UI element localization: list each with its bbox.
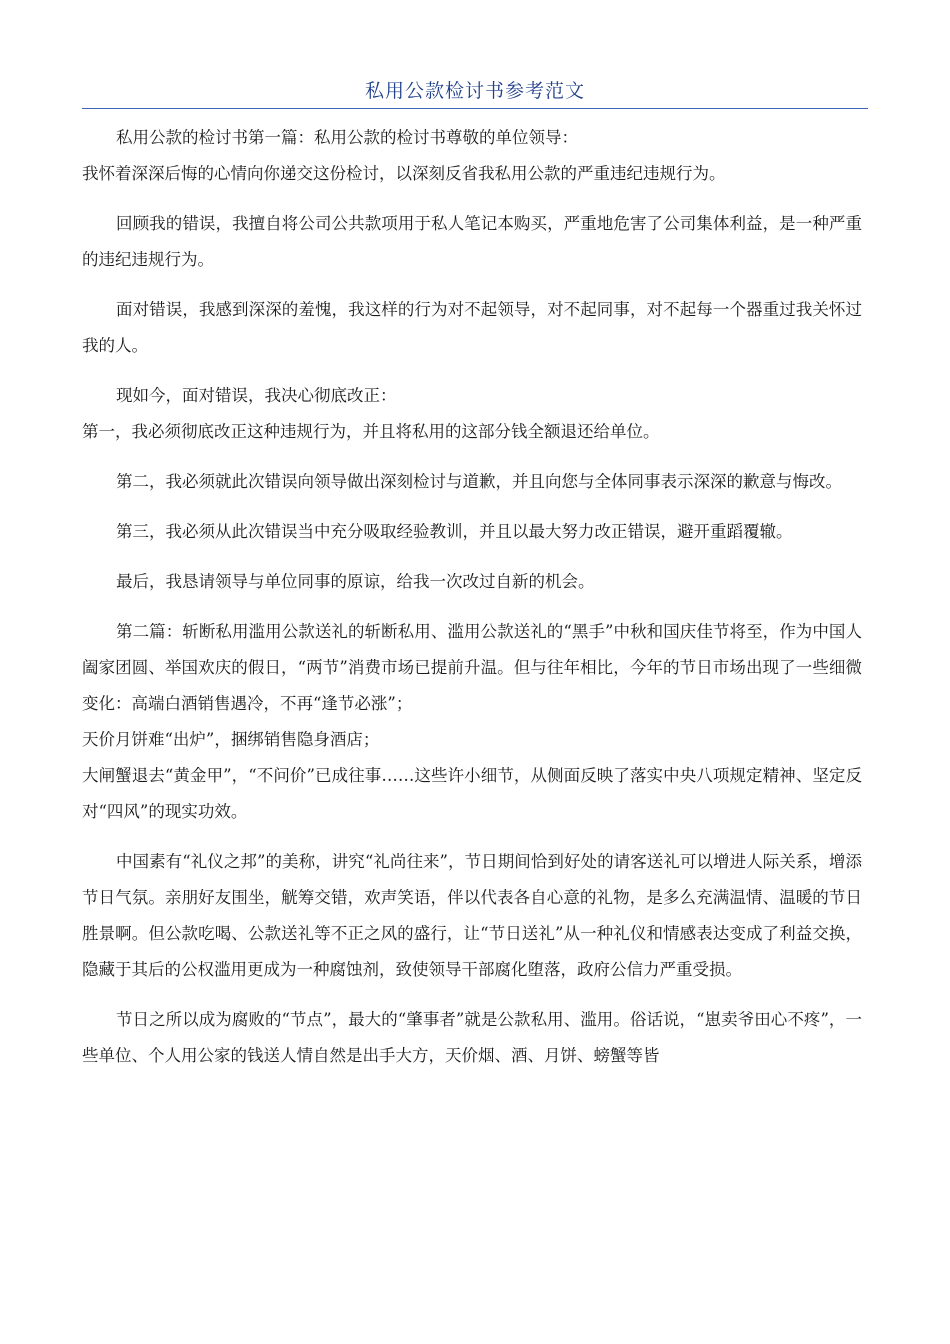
paragraph-14: 节日之所以成为腐败的“节点”，最大的“肇事者”就是公款私用、滥用。俗话说，“崽卖爷田心不疼”，一些单位、个人用公家的钱送人情自然是出手大方，天价烟、酒、月饼、螃蟹等皆 [82,1010,862,1065]
header-rule [82,108,868,109]
paragraph-9: 最后，我恳请领导与单位同事的原谅，给我一次改过自新的机会。 [116,572,595,591]
paragraph-7: 第二，我必须就此次错误向领导做出深刻检讨与道歉，并且向您与全体同事表示深深的歉意与悔改。 [116,472,842,491]
paragraph-4: 面对错误，我感到深深的羞愧，我这样的行为对不起领导，对不起同事，对不起每一个器重过我关怀过我的人。 [82,300,862,355]
paragraph-8: 第三，我必须从此次错误当中充分吸取经验教训，并且以最大努力改正错误，避开重蹈覆辙。 [116,522,793,541]
paragraph-3: 回顾我的错误，我擅自将公司公共款项用于私人笔记本购买，严重地危害了公司集体利益，是一种严重的违纪违规行为。 [82,214,862,269]
paragraph-5: 现如今，面对错误，我决心彻底改正： [116,386,397,405]
paragraph-11: 天价月饼难“出炉”，捆绑销售隐身酒店； [82,730,380,749]
paragraph-13: 中国素有“礼仪之邦”的美称，讲究“礼尚往来”，节日期间恰到好处的请客送礼可以增进人际关系，增添节日气氛。亲朋好友围坐，觥筹交错，欢声笑语，伴以代表各自心意的礼物，是多么充满温情、温暖的节日胜景啊。但公款吃喝、公款送礼等不正之风的盛行，让“节日送礼”从一种礼仪和情感表达变成了利益交换，隐藏于其后的公权滥用更成为一种腐蚀剂，致使领导干部腐化堕落，政府公信力严重受损。 [82,852,862,979]
paragraph-12: 大闸蟹退去“黄金甲”，“不问价”已成往事……这些许小细节，从侧面反映了落实中央八项规定精神、坚定反对“四风”的现实功效。 [82,766,862,821]
document-body [82,120,862,1074]
paragraph-2: 我怀着深深后悔的心情向你递交这份检讨，以深刻反省我私用公款的严重违纪违规行为。 [82,164,726,183]
paragraph-1: 私用公款的检讨书第一篇：私用公款的检讨书尊敬的单位领导： [116,128,578,147]
paragraph-10: 第二篇：斩断私用滥用公款送礼的斩断私用、滥用公款送礼的“黑手”中秋和国庆佳节将至，作为中国人阖家团圆、举国欢庆的假日，“两节”消费市场已提前升温。但与往年相比，今年的节日市场出现了一些细微变化：高端白酒销售遇冷，不再“逢节必涨”； [82,622,862,713]
paragraph-6: 第一，我必须彻底改正这种违规行为，并且将私用的这部分钱全额退还给单位。 [82,422,660,441]
page-header-title: 私用公款检讨书参考范文 [364,80,585,102]
